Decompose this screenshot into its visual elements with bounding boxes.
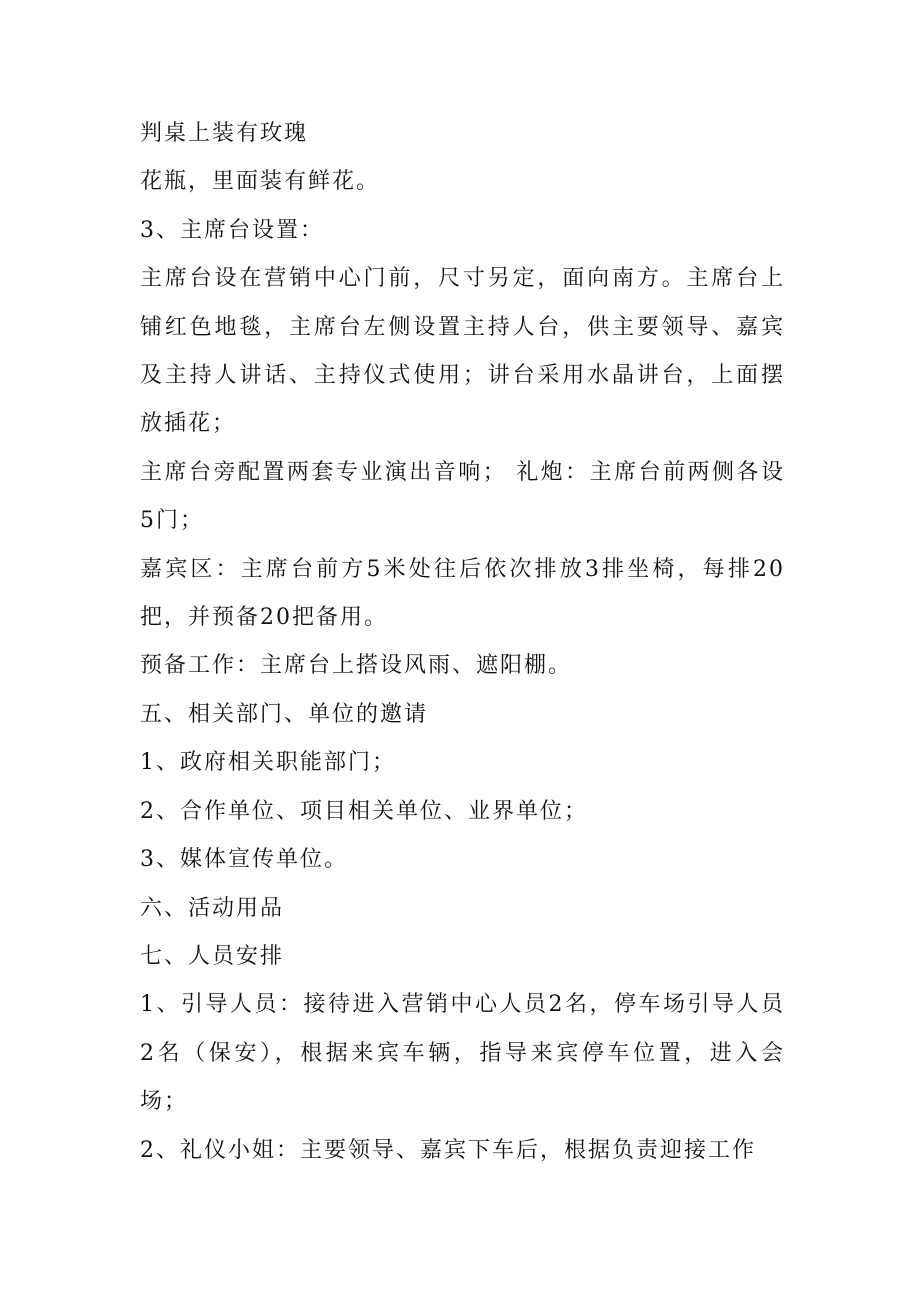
list-item-hostesses: 2、礼仪小姐：主要领导、嘉宾下车后，根据负责迎接工作 (140, 1137, 756, 1163)
section-heading-stage-setup: 3、主席台设置： (140, 217, 324, 243)
section-heading-staffing: 七、人员安排 (140, 943, 285, 969)
paragraph-preparation: 预备工作：主席台上搭设风雨、遮阳棚。 (140, 653, 573, 679)
paragraph-stage-description: 主席台设在营销中心门前，尺寸另定，面向南方。主席台上铺红色地毯，主席台左侧设置主持人台，供主要领导、嘉宾及主持人讲话、主持仪式使用；讲台采用水晶讲台，上面摆放插花； (140, 266, 785, 437)
list-item-media: 3、媒体宣传单位。 (140, 847, 348, 873)
document-body (140, 110, 785, 1175)
section-heading-supplies: 六、活动用品 (140, 895, 285, 921)
section-heading-invitations: 五、相关部门、单位的邀请 (140, 701, 429, 727)
list-item-government: 1、政府相关职能部门； (140, 750, 396, 776)
list-item-guides: 1、引导人员：接待进入营销中心人员2名，停车场引导人员2名（保安），根据来宾车辆，指导来宾停车位置，进入会场； (140, 992, 785, 1115)
paragraph-guest-area: 嘉宾区：主席台前方5米处往后依次排放3排坐椅，每排20把，并预备20把备用。 (140, 556, 785, 631)
list-item-partners: 2、合作单位、项目相关单位、业界单位； (140, 798, 588, 824)
paragraph-continuation-1: 判桌上装有玫瑰 (140, 121, 309, 146)
paragraph-continuation-2: 花瓶，里面装有鲜花。 (140, 169, 381, 195)
paragraph-audio-salute: 主席台旁配置两套专业演出音响； 礼炮：主席台前两侧各设5门； (140, 459, 785, 534)
